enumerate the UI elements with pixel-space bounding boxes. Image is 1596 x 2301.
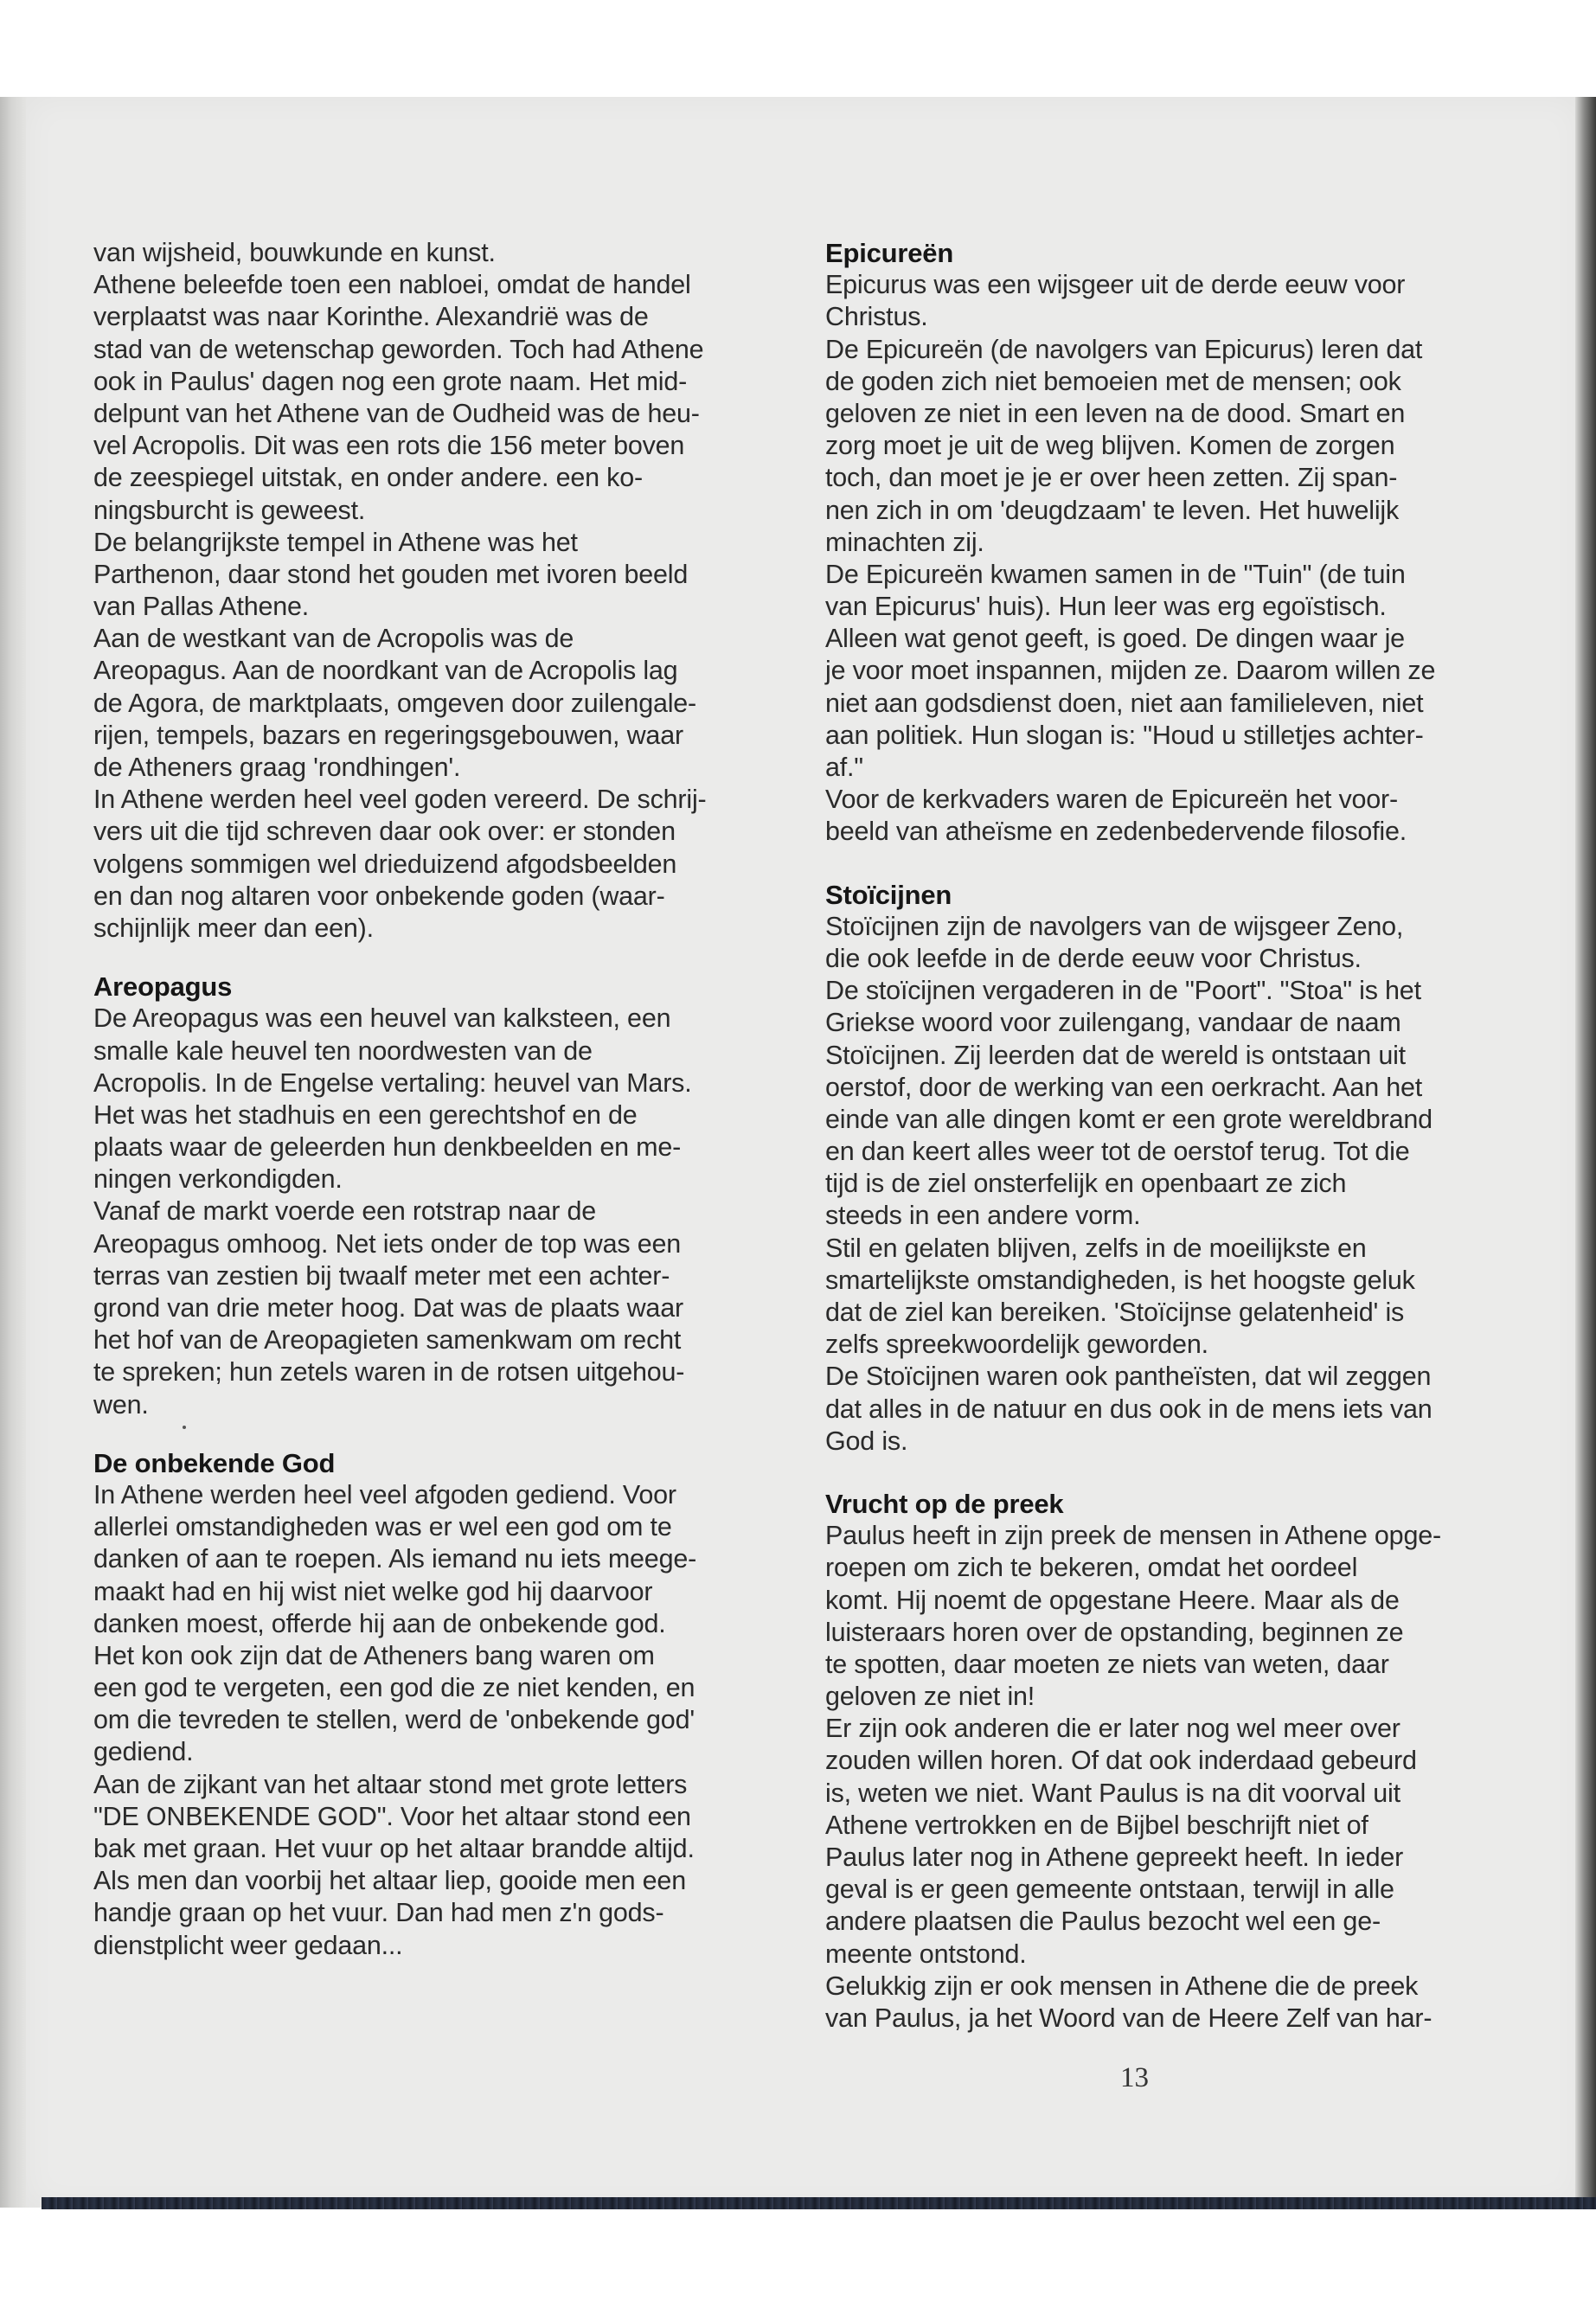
text-line: geloven ze niet in! [825,1682,1035,1712]
text-line: De Epicureën (de navolgers van Epicurus) leren dat [825,334,1423,364]
text-line: komt. Hij noemt de opgestane Heere. Maar als de [825,1585,1400,1615]
text-line: ningen verkondigden. [93,1164,343,1195]
text-line: te spreken; hun zetels waren in de rotsen uitgehou- [93,1357,685,1388]
text-line: stad van de wetenschap geworden. Toch had Athene [93,334,704,364]
text-line: toch, dan moet je je er over heen zetten. Zij span- [825,463,1398,493]
text-line: Er zijn ook anderen die er later nog wel meer over [825,1714,1401,1744]
text-line: is, weten we niet. Want Paulus is na dit voorval uit [825,1778,1401,1808]
text-line: Stoïcijnen. Zij leerden dat de wereld is ontstaan uit [825,1040,1406,1070]
text-line: ningsburcht is geweest. [93,495,366,525]
text-line: danken of aan te roepen. Als iemand nu iets meege- [93,1544,697,1574]
text-line: een god te vergeten, een god die ze niet kenden, en [93,1673,695,1703]
text-line: wen. [93,1389,149,1420]
intro-text [93,237,734,945]
text-line: grond van drie meter hoog. Dat was de plaats waar [93,1293,683,1323]
text-line: handje graan op het vuur. Dan had men z'n gods- [93,1898,664,1928]
text-line: en dan keert alles weer tot de oerstof terug. Tot die [825,1137,1410,1167]
text-line: de goden zich niet bemoeien met de mensen; ook [825,366,1401,396]
text-line: nen zich in om 'deugdzaam' te leven. Het huwelijk [825,495,1400,525]
text-line: roepen om zich te bekeren, omdat het oordeel [825,1553,1358,1583]
text-line: Griekse woord voor zuilengang, vandaar de naam [825,1008,1401,1038]
text-line: Het kon ook zijn dat de Atheners bang waren om [93,1640,655,1670]
text-line: beeld van atheïsme en zedenbedervende filosofie. [825,817,1407,847]
text-line: smartelijkste omstandigheden, is het hoogste geluk [825,1265,1415,1295]
text-line: luisteraars horen over de opstanding, beginnen ze [825,1617,1404,1647]
text-line: Acropolis. In de Engelse vertaling: heuvel van Mars. [93,1067,692,1098]
left-column [93,237,734,1962]
right-column [825,237,1483,2035]
text-line: andere plaatsen die Paulus bezocht wel een ge- [825,1907,1381,1937]
text-line: De Stoïcijnen waren ook pantheïsten, dat wil zeggen [825,1362,1432,1392]
text-line: In Athene werden heel veel goden vereerd. De schrij- [93,785,707,815]
text-line: meente ontstond. [825,1939,1027,1969]
text-line: Stil en gelaten blijven, zelfs in de moeilijkste en [825,1233,1367,1263]
stray-dot [183,1426,186,1429]
text-line: delpunt van het Athene van de Oudheid was de heu- [93,398,700,428]
text-line: dienstplicht weer gedaan... [93,1930,403,1960]
text-line: tijd is de ziel onsterfelijk en openbaart ze zich [825,1169,1347,1199]
text-line: terras van zestien bij twaalf meter met een achter- [93,1260,670,1291]
heading-onbekende-god: De onbekende God [93,1447,336,1478]
text-line: om die tevreden te stellen, werd de 'onbekende god' [93,1705,695,1735]
text-line: De Areopagus was een heuvel van kalksteen, een [93,1003,671,1034]
text-line: dat de ziel kan bereiken. 'Stoïcijnse gelatenheid' is [825,1298,1405,1327]
onbekende-god-text [93,1479,734,1962]
text-line: zorg moet je uit de weg blijven. Komen de zorgen [825,431,1395,461]
text-line: het hof van de Areopagieten samenkwam om recht [93,1325,682,1356]
text-line: die ook leefde in de derde eeuw voor Christus. [825,943,1362,973]
page-bottom-edge [42,2197,1596,2209]
text-line: de Atheners graag 'rondhingen'. [93,753,461,782]
text-line: zelfs spreekwoordelijk geworden. [825,1330,1208,1360]
text-line: van Epicurus' huis). Hun leer was erg egoïstisch. [825,592,1387,622]
text-line: De Epicureën kwamen samen in de "Tuin" (de tuin [825,559,1406,589]
text-line: smalle kale heuvel ten noordwesten van de [93,1035,593,1066]
text-line: danken moest, offerde hij aan de onbekende god. [93,1608,666,1638]
text-line: Areopagus. Aan de noordkant van de Acropolis lag [93,656,678,686]
text-line: Christus. [825,302,928,332]
text-line: van Pallas Athene. [93,592,310,622]
text-line: "DE ONBEKENDE GOD". Voor het altaar stond een [93,1801,691,1831]
text-line: steeds in een andere vorm. [825,1201,1141,1231]
text-line: allerlei omstandigheden was er wel een god om te [93,1512,672,1542]
heading-epicureeen: Epicureën [825,238,954,268]
text-line: van wijsheid, bouwkunde en kunst. [93,238,496,267]
text-line: de Agora, de marktplaats, omgeven door zuilengale- [93,688,697,718]
text-line: ook in Paulus' dagen nog een grote naam. Het mid- [93,366,688,396]
text-line: vel Acropolis. Dit was een rots die 156 meter boven [93,431,685,461]
text-line: maakt had en hij wist niet welke god hij daarvoor [93,1576,653,1606]
page-edge [1575,97,1596,2208]
text-line: geval is er geen gemeente ontstaan, terwijl in alle [825,1875,1394,1905]
text-line: vers uit die tijd schreven daar ook over: er stonden [93,817,676,847]
text-line: Athene vertrokken en de Bijbel beschrijft niet of [825,1810,1368,1840]
text-line: De stoïcijnen vergaderen in de "Poort". "Stoa" is het [825,976,1421,1006]
text-line: Aan de westkant van de Acropolis was de [93,624,574,654]
text-line: gediend. [93,1737,194,1767]
text-line: Vanaf de markt voerde een rotstrap naar de [93,1196,597,1227]
areopagus-text [93,1003,734,1420]
text-line: geloven ze niet in een leven na de dood. Smart en [825,398,1406,428]
heading-vrucht-op-de-preek: Vrucht op de preek [825,1488,1064,1519]
text-line: te spotten, daar moeten ze niets van weten, daar [825,1649,1389,1679]
text-line: Athene beleefde toen een nabloei, omdat de handel [93,270,691,300]
page-number: 13 [1120,2062,1149,2093]
heading-stoicijnen: Stoïcijnen [825,879,952,910]
text-line: de zeespiegel uitstak, en onder andere. een ko- [93,463,643,493]
text-line: oerstof, door de werking van een oerkracht. Aan het [825,1072,1423,1102]
text-line: Areopagus omhoog. Net iets onder de top was een [93,1228,681,1259]
text-line: aan politiek. Hun slogan is: "Houd u stilletjes achter- [825,720,1424,750]
text-line: Paulus later nog in Athene gepreekt heeft. In ieder [825,1843,1404,1872]
text-line: niet aan godsdienst doen, niet aan familieleven, niet [825,688,1424,718]
heading-areopagus: Areopagus [93,971,233,1003]
text-line: volgens sommigen wel drieduizend afgodsbeelden [93,849,677,879]
stoicijnen-text [825,911,1483,1458]
text-line: In Athene werden heel veel afgoden gediend. Voor [93,1479,676,1509]
text-line: Alleen wat genot geeft, is goed. De dingen waar je [825,624,1405,654]
text-line: Paulus heeft in zijn preek de mensen in Athene opge- [825,1521,1441,1551]
text-line: Het was het stadhuis en een gerechtshof en de [93,1099,638,1130]
text-line: Parthenon, daar stond het gouden met ivoren beeld [93,559,689,589]
vrucht-text [825,1520,1483,2035]
text-line: verplaatst was naar Korinthe. Alexandrië was de [93,302,649,332]
text-line: plaats waar de geleerden hun denkbeelden en me- [93,1132,682,1163]
text-line: rijen, tempels, bazars en regeringsgebouwen, waar [93,720,683,750]
text-line: Aan de zijkant van het altaar stond met grote letters [93,1769,688,1799]
text-line: God is. [825,1426,908,1456]
text-line: Epicurus was een wijsgeer uit de derde eeuw voor [825,270,1406,300]
text-line: van Paulus, ja het Woord van de Heere Zelf van har- [825,2003,1433,2033]
text-line: minachten zij. [825,527,984,557]
text-line: einde van alle dingen komt er een grote wereldbrand [825,1104,1433,1134]
text-line: dat alles in de natuur en dus ook in de mens iets van [825,1394,1433,1424]
text-line: Stoïcijnen zijn de navolgers van de wijsgeer Zeno, [825,911,1404,941]
text-line: De belangrijkste tempel in Athene was het [93,527,578,557]
text-line: Als men dan voorbij het altaar liep, gooide men een [93,1866,686,1896]
text-line: en dan nog altaren voor onbekende goden (waar- [93,881,665,911]
text-line: af." [825,753,863,782]
text-line: bak met graan. Het vuur op het altaar brandde altijd. [93,1834,695,1863]
text-line: Voor de kerkvaders waren de Epicureën het voor- [825,785,1398,815]
text-line: zouden willen horen. Of dat ook inderdaad gebeurd [825,1746,1417,1776]
epicureeen-text [825,269,1483,848]
text-line: je voor moet inspannen, mijden ze. Daarom willen ze [825,656,1436,686]
text-line: schijnlijk meer dan een). [93,913,374,943]
text-line: Gelukkig zijn er ook mensen in Athene die de preek [825,1971,1419,2001]
